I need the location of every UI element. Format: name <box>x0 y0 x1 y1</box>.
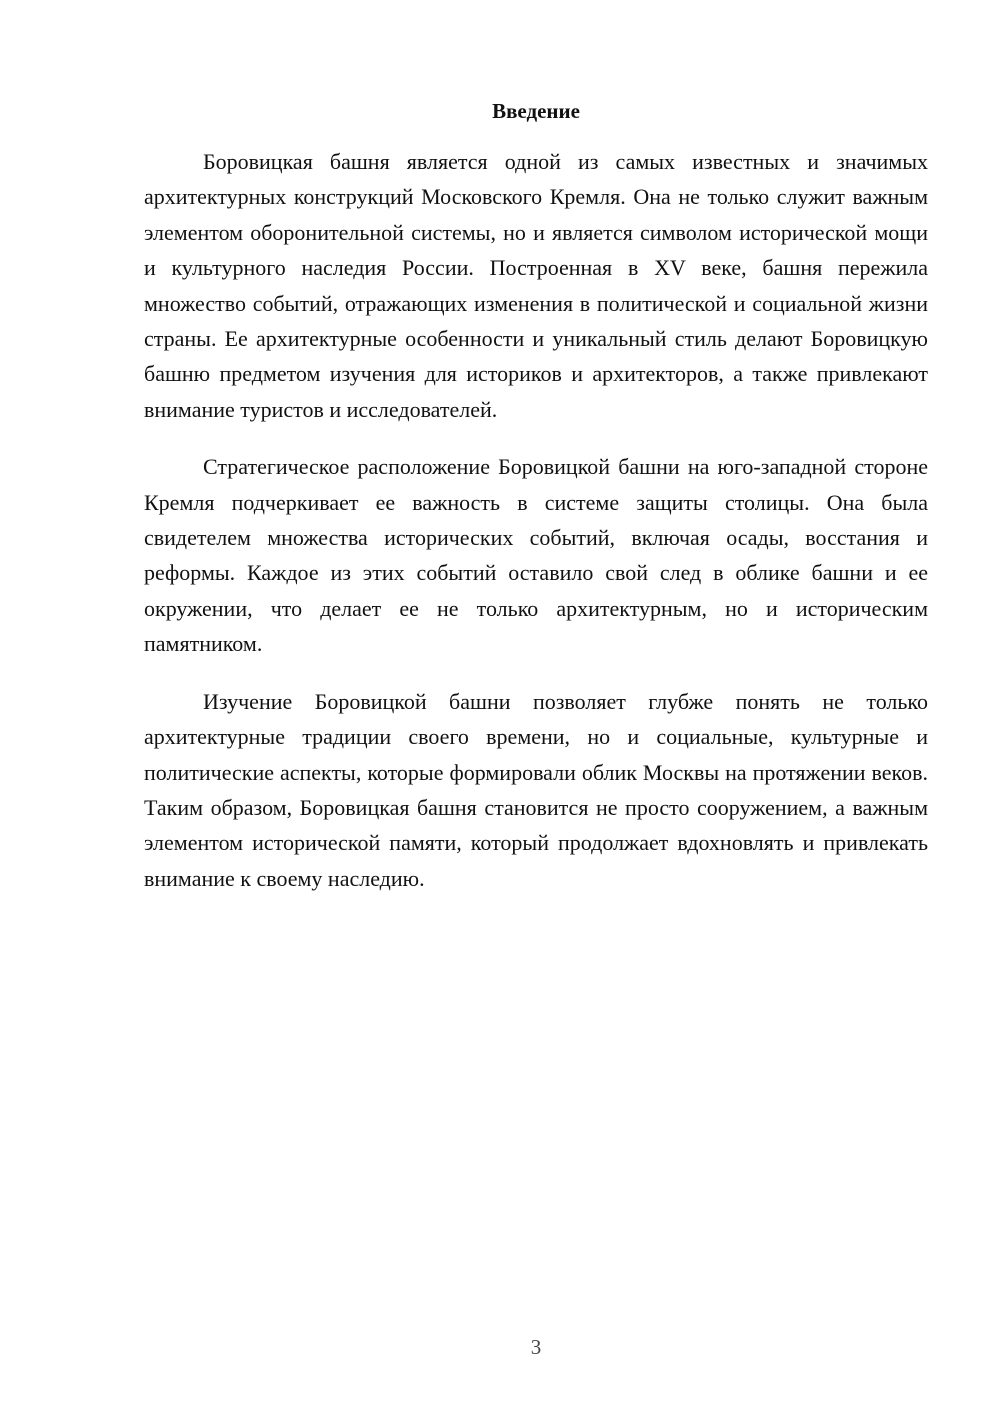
page-number: 3 <box>530 1335 542 1359</box>
body-text <box>144 144 928 918</box>
paragraph-1: Боровицкая башня является одной из самых известных и значимых архитектурных конструкций Московского Кремля. Она не только служит важным элементом оборонительной системы, но и является символом исторической мощи и культурного наследия России. Построенная в XV веке, башня пережила множество событий, отражающих изменения в политической и социальной жизни страны. Ее архитектурные особенности и уникальный стиль делают Боровицкую башню предметом изучения для историков и архитекторов, а также привлекают внимание туристов и исследователей. <box>144 149 928 422</box>
section-heading: Введение <box>492 99 580 123</box>
paragraph-2: Стратегическое расположение Боровицкой башни на юго-западной стороне Кремля подчеркивает ее важность в системе защиты столицы. Она была свидетелем множества исторических событий, включая осады, восстания и реформы. Каждое из этих событий оставило свой след в облике башни и ее окружении, что делает ее не только архитектурным, но и историческим памятником. <box>144 454 928 657</box>
paragraph-3: Изучение Боровицкой башни позволяет глубже понять не только архитектурные традиции своего времени, но и социальные, культурные и политические аспекты, которые формировали облик Москвы на протяжении веков. Таким образом, Боровицкая башня становится не просто сооружением, а важным элементом исторической памяти, который продолжает вдохновлять и привлекать внимание к своему наследию. <box>144 688 928 891</box>
